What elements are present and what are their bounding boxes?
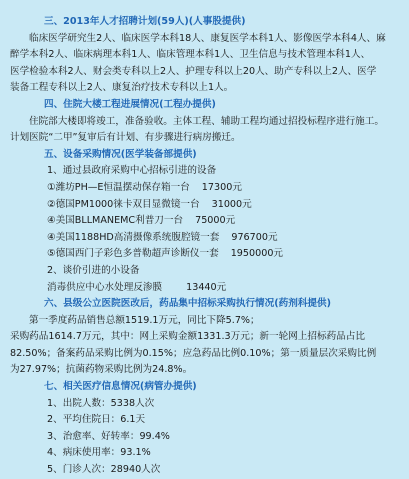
medical-info-item: 4、病床使用率：93.1% [47,447,151,459]
equipment-price: 976700元 [231,231,278,243]
section-4-title: 四、住院大楼工程进展情况(工程办提供) [44,98,216,110]
section-5-item-2: 2、谈价引进的小设备 [47,264,140,276]
section-3-line-4: 装备工程专科以上2人、康复治疗技术专科以上1人。 [10,82,234,94]
equipment-price: 75000元 [195,215,236,227]
equipment-price: 1950000元 [230,248,284,260]
equipment-name: ①潍坊PH—E恒温摆动保存箱一台 [47,181,190,193]
equipment-price: 31000元 [211,198,252,210]
section-3-line-1: 临床医学研究生2人、临床医学本科18人、康复医学本科1人、影像医学本科4人、麻 [29,32,386,44]
equipment-row [10,197,399,214]
small-equipment-name: 消毒供应中心水处理反渗膜 [47,281,163,293]
section-3-title: 三、2013年人才招聘计划(59人)(人事股提供) [44,16,246,27]
section-5-item-1: 1、通过县政府采购中心招标引进的设备 [47,165,217,177]
section-6-title: 六、县级公立医院医改后，药品集中招标采购执行情况(药剂科提供) [44,298,331,310]
small-equipment-price: 13440元 [186,281,227,293]
equipment-price: 17300元 [201,181,242,193]
equipment-name: ②德国PM1000徕卡双目显微镜一台 [47,198,200,210]
section-3-line-3: 医学检验本科2人、财会类专科以上2人、护理专科以上20人、助产专科以上2人、医学 [10,65,377,77]
section-6-line-3: 82.50%；备案药品采购比例为0.15%；应急药品比例0.10%；第一质量层次采购比例 [10,347,377,359]
small-equipment-row [10,280,399,297]
medical-info-item: 2、平均住院日：6.1天 [47,414,146,426]
section-6-line-4: 为27.97%；抗菌药物采购比例为24.8%。 [10,364,193,376]
medical-info-item: 1、出院人数：5338人次 [47,397,155,409]
equipment-name: ④美国1188HD高清摄像系统腹腔镜一套 [47,231,220,243]
section-4-line-2: 计划医院“二甲”复审后有计划、有步骤进行病房搬迁。 [10,132,241,144]
section-3-line-2: 醉学本科2人、临床病理本科1人、临床管理本科1人、卫生信息与技术管理本科1人、 [10,49,371,61]
medical-info-item: 3、治愈率、好转率：99.4% [47,430,170,442]
section-4-line-1: 住院部大楼即将竣工，准备验收。主体工程、辅助工程均通过招投标程序进行施工。 [29,115,384,127]
equipment-name: ⑤德国西门子彩色多普勒超声诊断仪一套 [47,248,219,260]
equipment-row [10,230,399,247]
section-5-title: 五、设备采购情况(医学装备部提供) [44,148,197,160]
medical-info-item: 5、门诊人次：28940人次 [47,464,161,476]
section-6-line-1: 第一季度药品销售总额1519.1万元，同比下降5.7%； [29,314,260,326]
equipment-name: ④美国BLLMANEMC利普刀一台 [47,215,184,227]
section-7-title: 七、相关医疗信息情况(病管办提供) [44,381,197,393]
section-6-line-2: 采购药品1614.7万元，其中：网上采购金额1331.3万元；新一轮网上招标药品占比 [10,331,365,343]
equipment-row [10,246,399,263]
equipment-row [10,213,399,230]
equipment-row [10,180,399,197]
